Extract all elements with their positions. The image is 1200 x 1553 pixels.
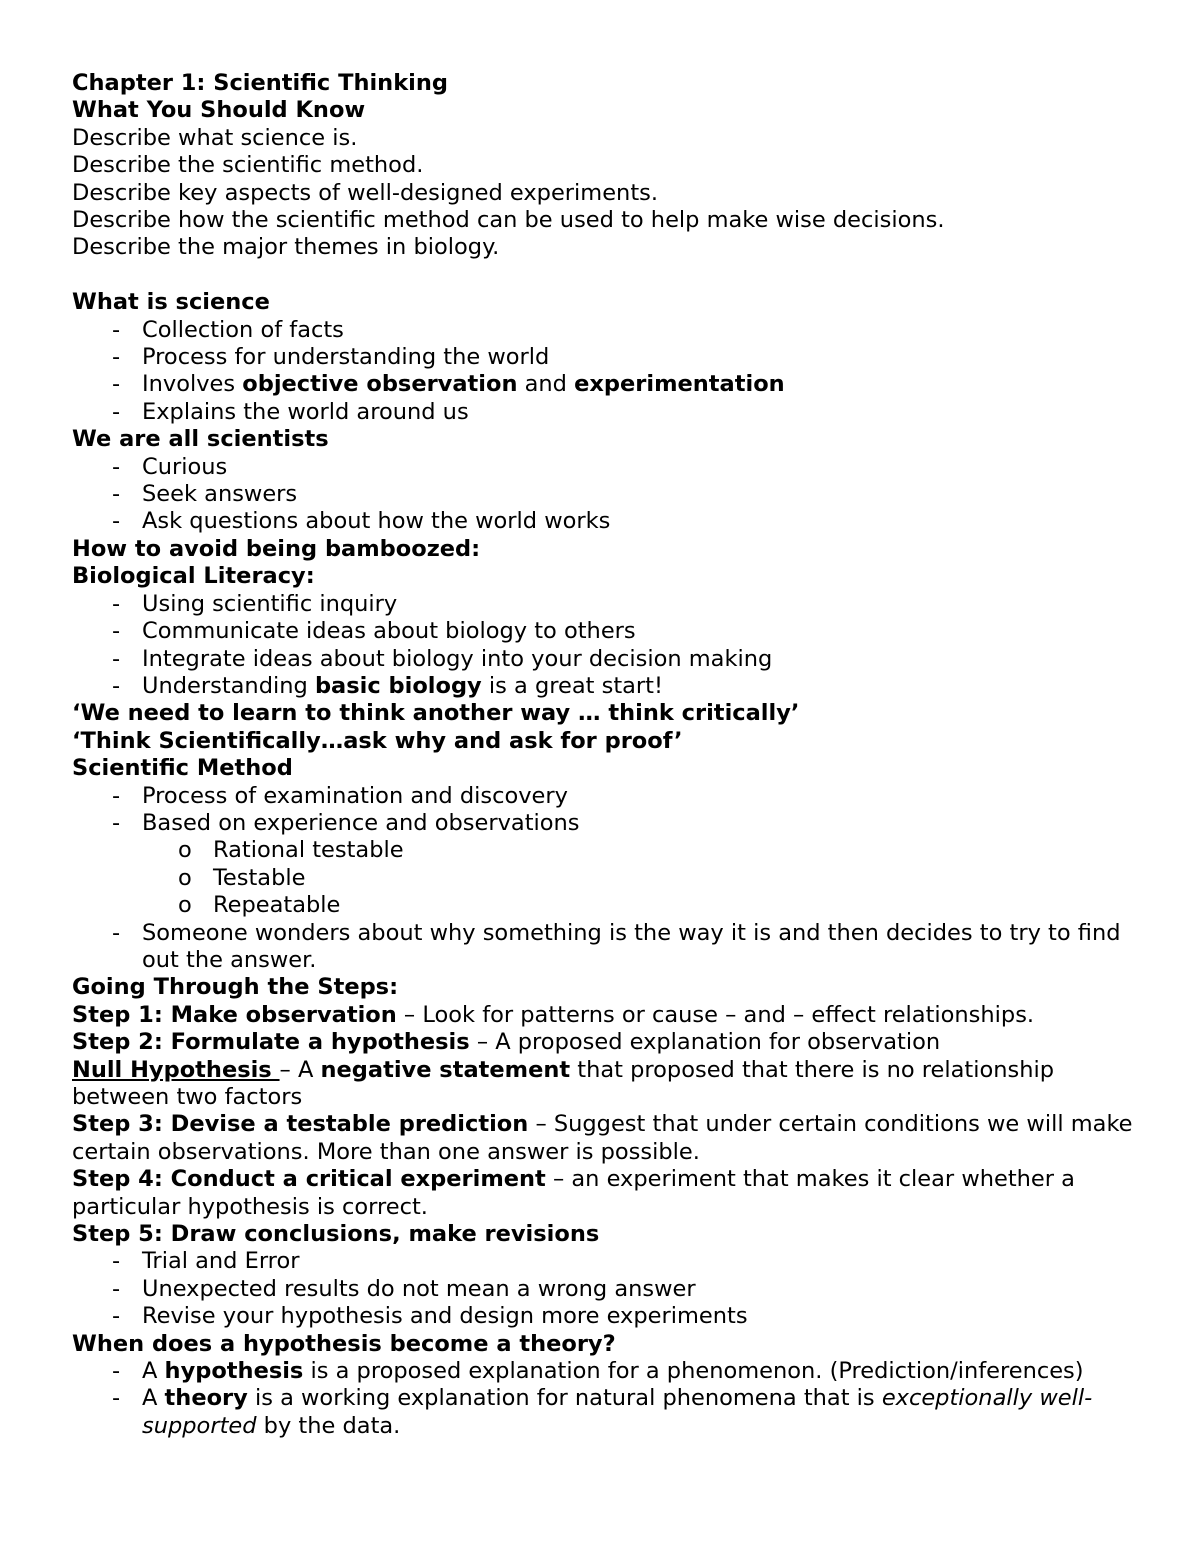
dash-bullet: - — [112, 398, 121, 425]
list-item: - Integrate ideas about biology into your decision making — [112, 645, 773, 672]
quote-line: ‘We need to learn to think another way … think critically’ — [72, 700, 800, 727]
dash-bullet: - — [112, 1358, 121, 1385]
circle-bullet: o — [178, 864, 192, 891]
list-item: - Trial and Error — [112, 1248, 300, 1275]
dash-bullet: - — [112, 453, 121, 480]
dash-bullet: - — [112, 481, 121, 508]
bamboozled-heading: How to avoid being bamboozed: — [72, 535, 481, 562]
list-item: - Ask questions about how the world works — [112, 508, 611, 535]
dash-bullet: - — [112, 782, 121, 809]
circle-bullet: o — [178, 837, 192, 864]
dash-bullet: - — [112, 590, 121, 617]
dash-bullet: - — [112, 1275, 121, 1302]
step-4: Step 4: Conduct a critical experiment – an experiment that makes it clear whether a particular hypothesis is correct. — [72, 1166, 1075, 1220]
list-item: - Seek answers — [112, 481, 298, 508]
dash-bullet: - — [112, 1385, 121, 1412]
circle-bullet: o — [178, 892, 192, 919]
know-line: Describe the major themes in biology. — [72, 234, 500, 261]
know-line: Describe what science is. — [72, 124, 358, 151]
dash-bullet: - — [112, 809, 121, 836]
quote-line: ‘Think Scientifically…ask why and ask for proof’ — [72, 727, 683, 754]
dash-bullet: - — [112, 618, 121, 645]
dash-bullet: - — [112, 508, 121, 535]
null-hypothesis: Null Hypothesis – A negative statement that proposed that there is no relationship between two factors — [72, 1056, 1055, 1111]
list-item: - A hypothesis is a proposed explanation for a phenomenon. (Prediction/inferences) — [112, 1358, 1084, 1385]
dash-bullet: - — [112, 1303, 121, 1330]
blank-line — [72, 262, 1142, 289]
document-page — [72, 70, 1142, 1440]
dash-bullet: - — [112, 672, 121, 699]
list-item: - Unexpected results do not mean a wrong answer — [112, 1275, 696, 1302]
list-item: - Process of examination and discovery — [112, 782, 568, 809]
list-item: - Process for understanding the world — [112, 344, 550, 371]
dash-bullet: - — [112, 919, 121, 946]
sub-list-item: o Repeatable — [178, 892, 341, 919]
know-line: Describe the scientific method. — [72, 152, 424, 179]
step-3: Step 3: Devise a testable prediction – Suggest that under certain conditions we will make certain observations. More than one answer is possible. — [72, 1111, 1133, 1165]
know-heading: What You Should Know — [72, 97, 366, 124]
literacy-heading: Biological Literacy: — [72, 563, 315, 590]
list-item: - Understanding basic biology is a great start! — [112, 672, 664, 699]
dash-bullet: - — [112, 316, 121, 343]
know-line: Describe how the scientific method can be used to help make wise decisions. — [72, 207, 945, 234]
list-item: - Communicate ideas about biology to others — [112, 618, 636, 645]
chapter-title: Chapter 1: Scientific Thinking — [72, 70, 448, 96]
step-2: Step 2: Formulate a hypothesis – A proposed explanation for observation — [72, 1029, 941, 1056]
steps-heading: Going Through the Steps: — [72, 974, 399, 1001]
sub-list-item: o Testable — [178, 864, 306, 891]
method-heading: Scientific Method — [72, 755, 293, 782]
theory-heading: When does a hypothesis become a theory? — [72, 1330, 616, 1357]
step-5: Step 5: Draw conclusions, make revisions — [72, 1221, 600, 1248]
list-item: - Using scientific inquiry — [112, 590, 398, 617]
sub-list-item: o Rational testable — [178, 837, 404, 864]
list-item: - Involves objective observation and experimentation — [112, 371, 785, 398]
list-item: - Someone wonders about why something is the way it is and then decides to try to find out the answer. — [112, 919, 1121, 973]
scientists-heading: We are all scientists — [72, 426, 329, 453]
list-item: - A theory is a working explanation for natural phenomena that is exceptionally well-supported by the data. — [112, 1385, 1093, 1439]
dash-bullet: - — [112, 645, 121, 672]
dash-bullet: - — [112, 371, 121, 398]
dash-bullet: - — [112, 344, 121, 371]
list-item: - Revise your hypothesis and design more experiments — [112, 1303, 748, 1330]
know-line: Describe key aspects of well-designed experiments. — [72, 179, 659, 206]
science-heading: What is science — [72, 289, 270, 316]
list-item: - Based on experience and observations — [112, 809, 580, 836]
list-item: - Explains the world around us — [112, 398, 469, 425]
step-1: Step 1: Make observation – Look for patterns or cause – and – effect relationships. — [72, 1001, 1035, 1028]
list-item: - Curious — [112, 453, 228, 480]
dash-bullet: - — [112, 1248, 121, 1275]
list-item: - Collection of facts — [112, 316, 344, 343]
